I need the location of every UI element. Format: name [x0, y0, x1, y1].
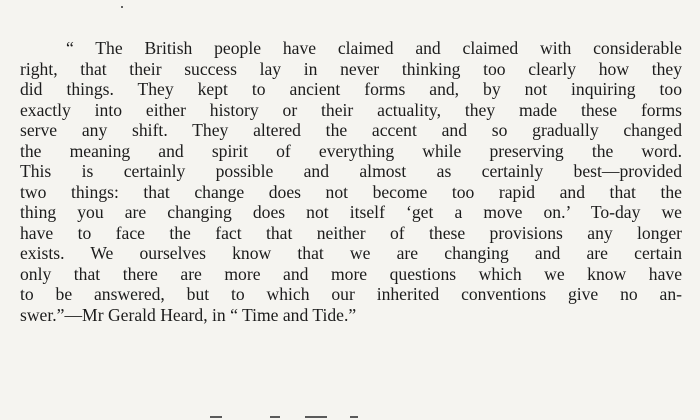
- article-line: exactly into either history or their actuality, they made these forms: [20, 99, 682, 120]
- print-fragment: [270, 416, 280, 418]
- print-fragment: [210, 416, 222, 418]
- print-fragment: [305, 416, 327, 418]
- article-line: right, that their success lay in never thinking too clearly how they: [20, 58, 682, 79]
- quoted-article: [20, 38, 682, 325]
- article-line: have to face the fact that neither of these provisions any longer: [20, 222, 682, 243]
- next-column-fragment: [210, 412, 390, 420]
- article-line: This is certainly possible and almost as certainly best—provided: [20, 161, 682, 181]
- article-line: serve any shift. They altered the accent and so gradually changed: [20, 120, 682, 140]
- article-line: exists. We ourselves know that we are changing and are certain: [20, 243, 682, 263]
- article-attribution-line: swer.”—Mr Gerald Heard, in “ Time and Tide.”: [20, 304, 357, 325]
- article-line: thing you are changing does not itself ‘get a move on.’ To-day we: [20, 202, 682, 222]
- article-line: did things. They kept to ancient forms and, by not inquiring too: [20, 79, 682, 99]
- article-line: to be answered, but to which our inherited conventions give no an-: [20, 284, 682, 304]
- print-speck: [121, 6, 123, 8]
- article-line: two things: that change does not become too rapid and that the: [20, 181, 682, 202]
- article-line: the meaning and spirit of everything while preserving the word.: [20, 140, 682, 161]
- article-line: only that there are more and more questions which we know have: [20, 263, 682, 284]
- article-line: “ The British people have claimed and claimed with considerable: [66, 38, 682, 58]
- print-fragment: [350, 416, 358, 418]
